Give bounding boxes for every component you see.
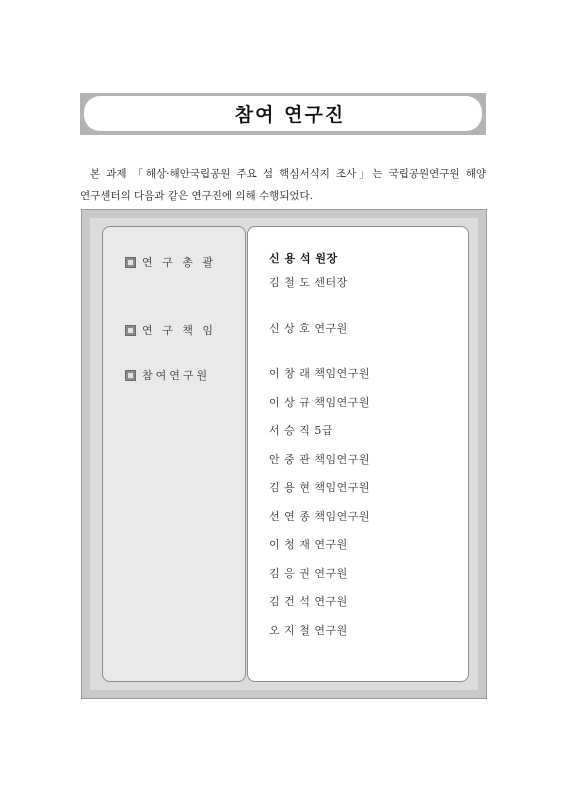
member-name: 안 중 관 책임연구원 xyxy=(269,453,370,466)
member-name: 신 용 석 원장 xyxy=(269,252,338,265)
member-name: 서 승 직 5급 xyxy=(269,424,333,437)
intro-paragraph xyxy=(80,163,486,207)
research-team-panel xyxy=(81,209,487,699)
member-name: 김 용 현 책임연구원 xyxy=(269,481,370,494)
research-team-panel-inner xyxy=(90,218,478,690)
member-name: 이 상 규 책임연구원 xyxy=(269,396,370,409)
member-name: 김 응 권 연구원 xyxy=(269,567,348,580)
title-banner xyxy=(80,93,486,135)
role-responsible xyxy=(125,322,216,338)
role-label: 연 구 총 괄 xyxy=(142,256,216,269)
role-label: 연 구 책 임 xyxy=(142,324,216,337)
intro-line-2: 연구센터의 다음과 같은 연구진에 의해 수행되었다. xyxy=(80,190,314,202)
page-title: 참여 연구진 xyxy=(234,104,346,126)
member-name: 김 철 도 센터장 xyxy=(269,276,348,289)
member-name: 오 지 철 연구원 xyxy=(269,624,348,637)
square-bullet-icon xyxy=(125,325,136,336)
member-name: 이 청 재 연구원 xyxy=(269,538,348,551)
role-column xyxy=(102,226,246,682)
member-column xyxy=(247,226,469,682)
role-lead xyxy=(125,254,216,270)
title-box xyxy=(84,96,482,131)
member-name: 선 연 종 책임연구원 xyxy=(269,510,370,523)
member-name: 이 창 래 책임연구원 xyxy=(269,367,370,380)
member-name: 김 건 석 연구원 xyxy=(269,595,348,608)
square-bullet-icon xyxy=(125,257,136,268)
square-bullet-icon xyxy=(125,370,136,381)
member-name: 신 상 호 연구원 xyxy=(269,322,348,335)
intro-line-1: 본 과제 「해상·해안국립공원 주요 섬 핵심서식지 조사」는 국립공원연구원 해양 xyxy=(90,168,486,180)
role-label: 참여연구원 xyxy=(142,369,211,382)
role-participants xyxy=(125,367,210,383)
